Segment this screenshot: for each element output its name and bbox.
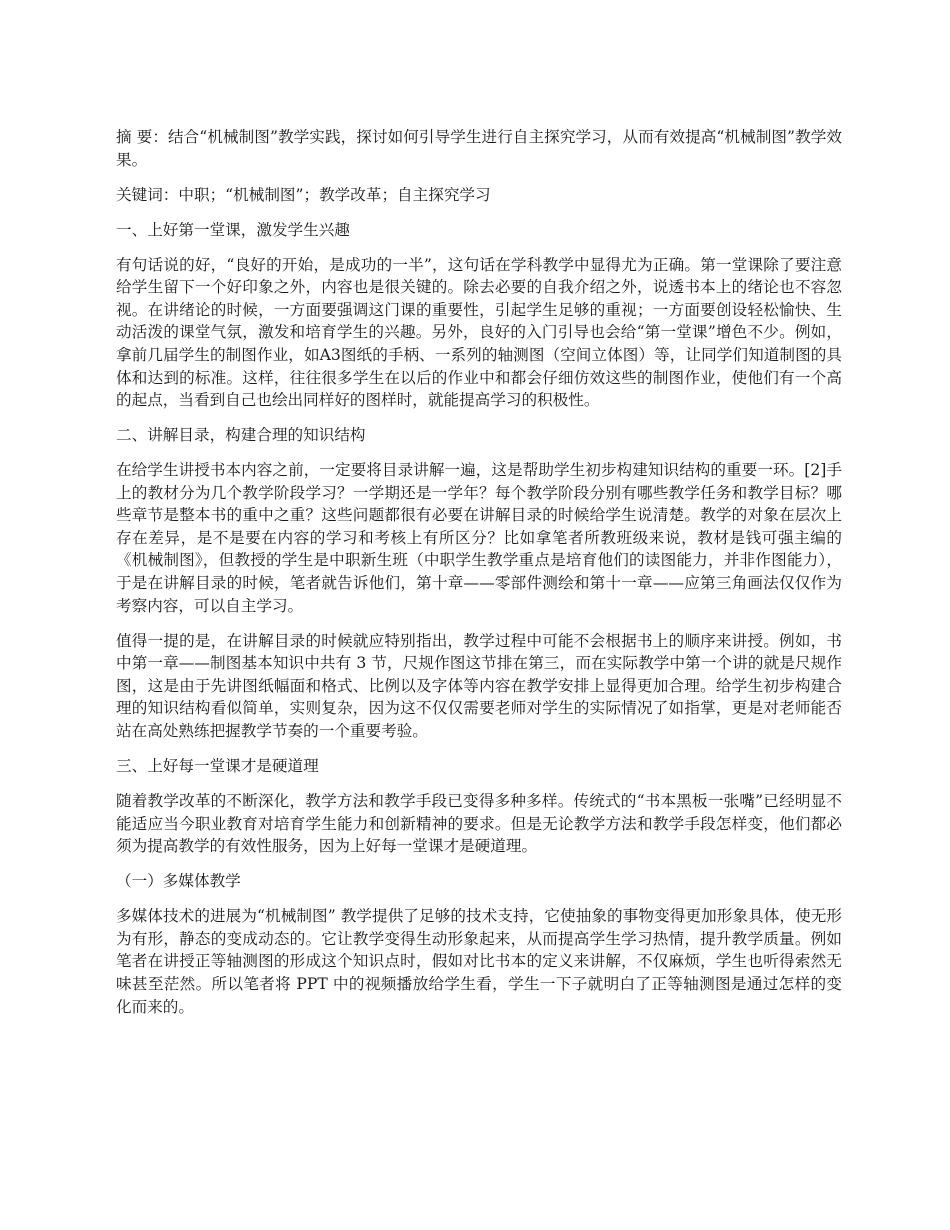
section-3-heading: 三、上好每一堂课才是硬道理 bbox=[116, 756, 319, 775]
document-page bbox=[116, 126, 842, 1030]
section-1-paragraph: 有句话说的好，“良好的开始，是成功的一半”，这句话在学科教学中显得尤为正确。第一堂课除了要注意给学生留下一个好印象之外，内容也是很关键的。除去必要的自我介绍之外，说透书本上的绪论也不容忽视。在讲绪论的时候，一方面要强调这门课的重要性，引起学生足够的重视；一方面要创设轻松愉快、生动活泼的课堂气氛，激发和培育学生的兴趣。另外，良好的入门引导也会给“第一堂课”增色不少。例如，拿前几届学生的制图作业，如A3图纸的手柄、一系列的轴测图（空间立体图）等，让同学们知道制图的具体和达到的标准。这样，往往很多学生在以后的作业中和都会仔细仿效这些的制图作业，使他们有一个高的起点，当看到自己也绘出同样好的图样时，就能提高学习的积极性。 bbox=[116, 255, 842, 410]
subsection-multimedia-paragraph: 多媒体技术的进展为“机械制图” 教学提供了足够的技术支持，它使抽象的事物变得更加形象具体，使无形为有形，静态的变成动态的。它让教学变得生动形象起来，从而提高学生学习热情，提升教学质量。例如笔者在讲授正等轴测图的形成这个知识点时，假如对比书本的定义来讲解，不仅麻烦，学生也听得索然无味甚至茫然。所以笔者将 PPT 中的视频播放给学生看，学生一下子就明白了正等轴测图是通过怎样的变化而来的。 bbox=[116, 907, 842, 1016]
section-1-heading: 一、上好第一堂课，激发学生兴趣 bbox=[116, 220, 350, 239]
keywords: 关键词：中职；“机械制图”；教学改革；自主探究学习 bbox=[116, 185, 491, 204]
section-3-paragraph: 随着教学改革的不断深化，教学方法和教学手段已变得多种多样。传统式的“书本黑板一张嘴”已经明显不能适应当今职业教育对培育学生能力和创新精神的要求。但是无论教学方法和教学手段怎样变，他们都必须为提高教学的有效性服务，因为上好每一堂课才是硬道理。 bbox=[116, 791, 842, 856]
subsection-multimedia-heading: （一）多媒体教学 bbox=[116, 872, 241, 891]
section-2-paragraph-1: 在给学生讲授书本内容之前，一定要将目录讲解一遍，这是帮助学生初步构建知识结构的重要一环。[2]手上的教材分为几个教学阶段学习？一学期还是一学年？每个教学阶段分别有哪些教学任务和教学目标？哪些章节是整本书的重中之重？这些问题都很有必要在讲解目录的时候给学生说清楚。教学的对象在层次上存在差异，是不是要在内容的学习和考核上有所区分？比如拿笔者所教班级来说，教材是钱可强主编的《机械制图》，但教授的学生是中职新生班（中职学生教学重点是培育他们的读图能力，并非作图能力），于是在讲解目录的时候，笔者就告诉他们，第十章——零部件测绘和第十一章——应第三角画法仅仅作为考察内容，可以自主学习。 bbox=[116, 461, 842, 615]
abstract: 摘 要：结合“机械制图”教学实践，探讨如何引导学生进行自主探究学习，从而有效提高“机械制图”教学效果。 bbox=[116, 128, 842, 169]
section-2-heading: 二、讲解目录，构建合理的知识结构 bbox=[116, 426, 366, 445]
section-2-paragraph-2: 值得一提的是，在讲解目录的时候就应特别指出，教学过程中可能不会根据书上的顺序来讲授。例如，书中第一章——制图基本知识中共有 3 节，尺规作图这节排在第三，而在实际教学中第一个讲的就是尺规作图，这是由于先讲图纸幅面和格式、比例以及字体等内容在教学安排上显得更加合理。给学生初步构建合理的知识结构看似简单，实则复杂，因为这不仅仅需要老师对学生的实际情况了如指掌，更是对老师能否站在高处熟练把握教学节奏的一个重要考验。 bbox=[116, 631, 842, 740]
